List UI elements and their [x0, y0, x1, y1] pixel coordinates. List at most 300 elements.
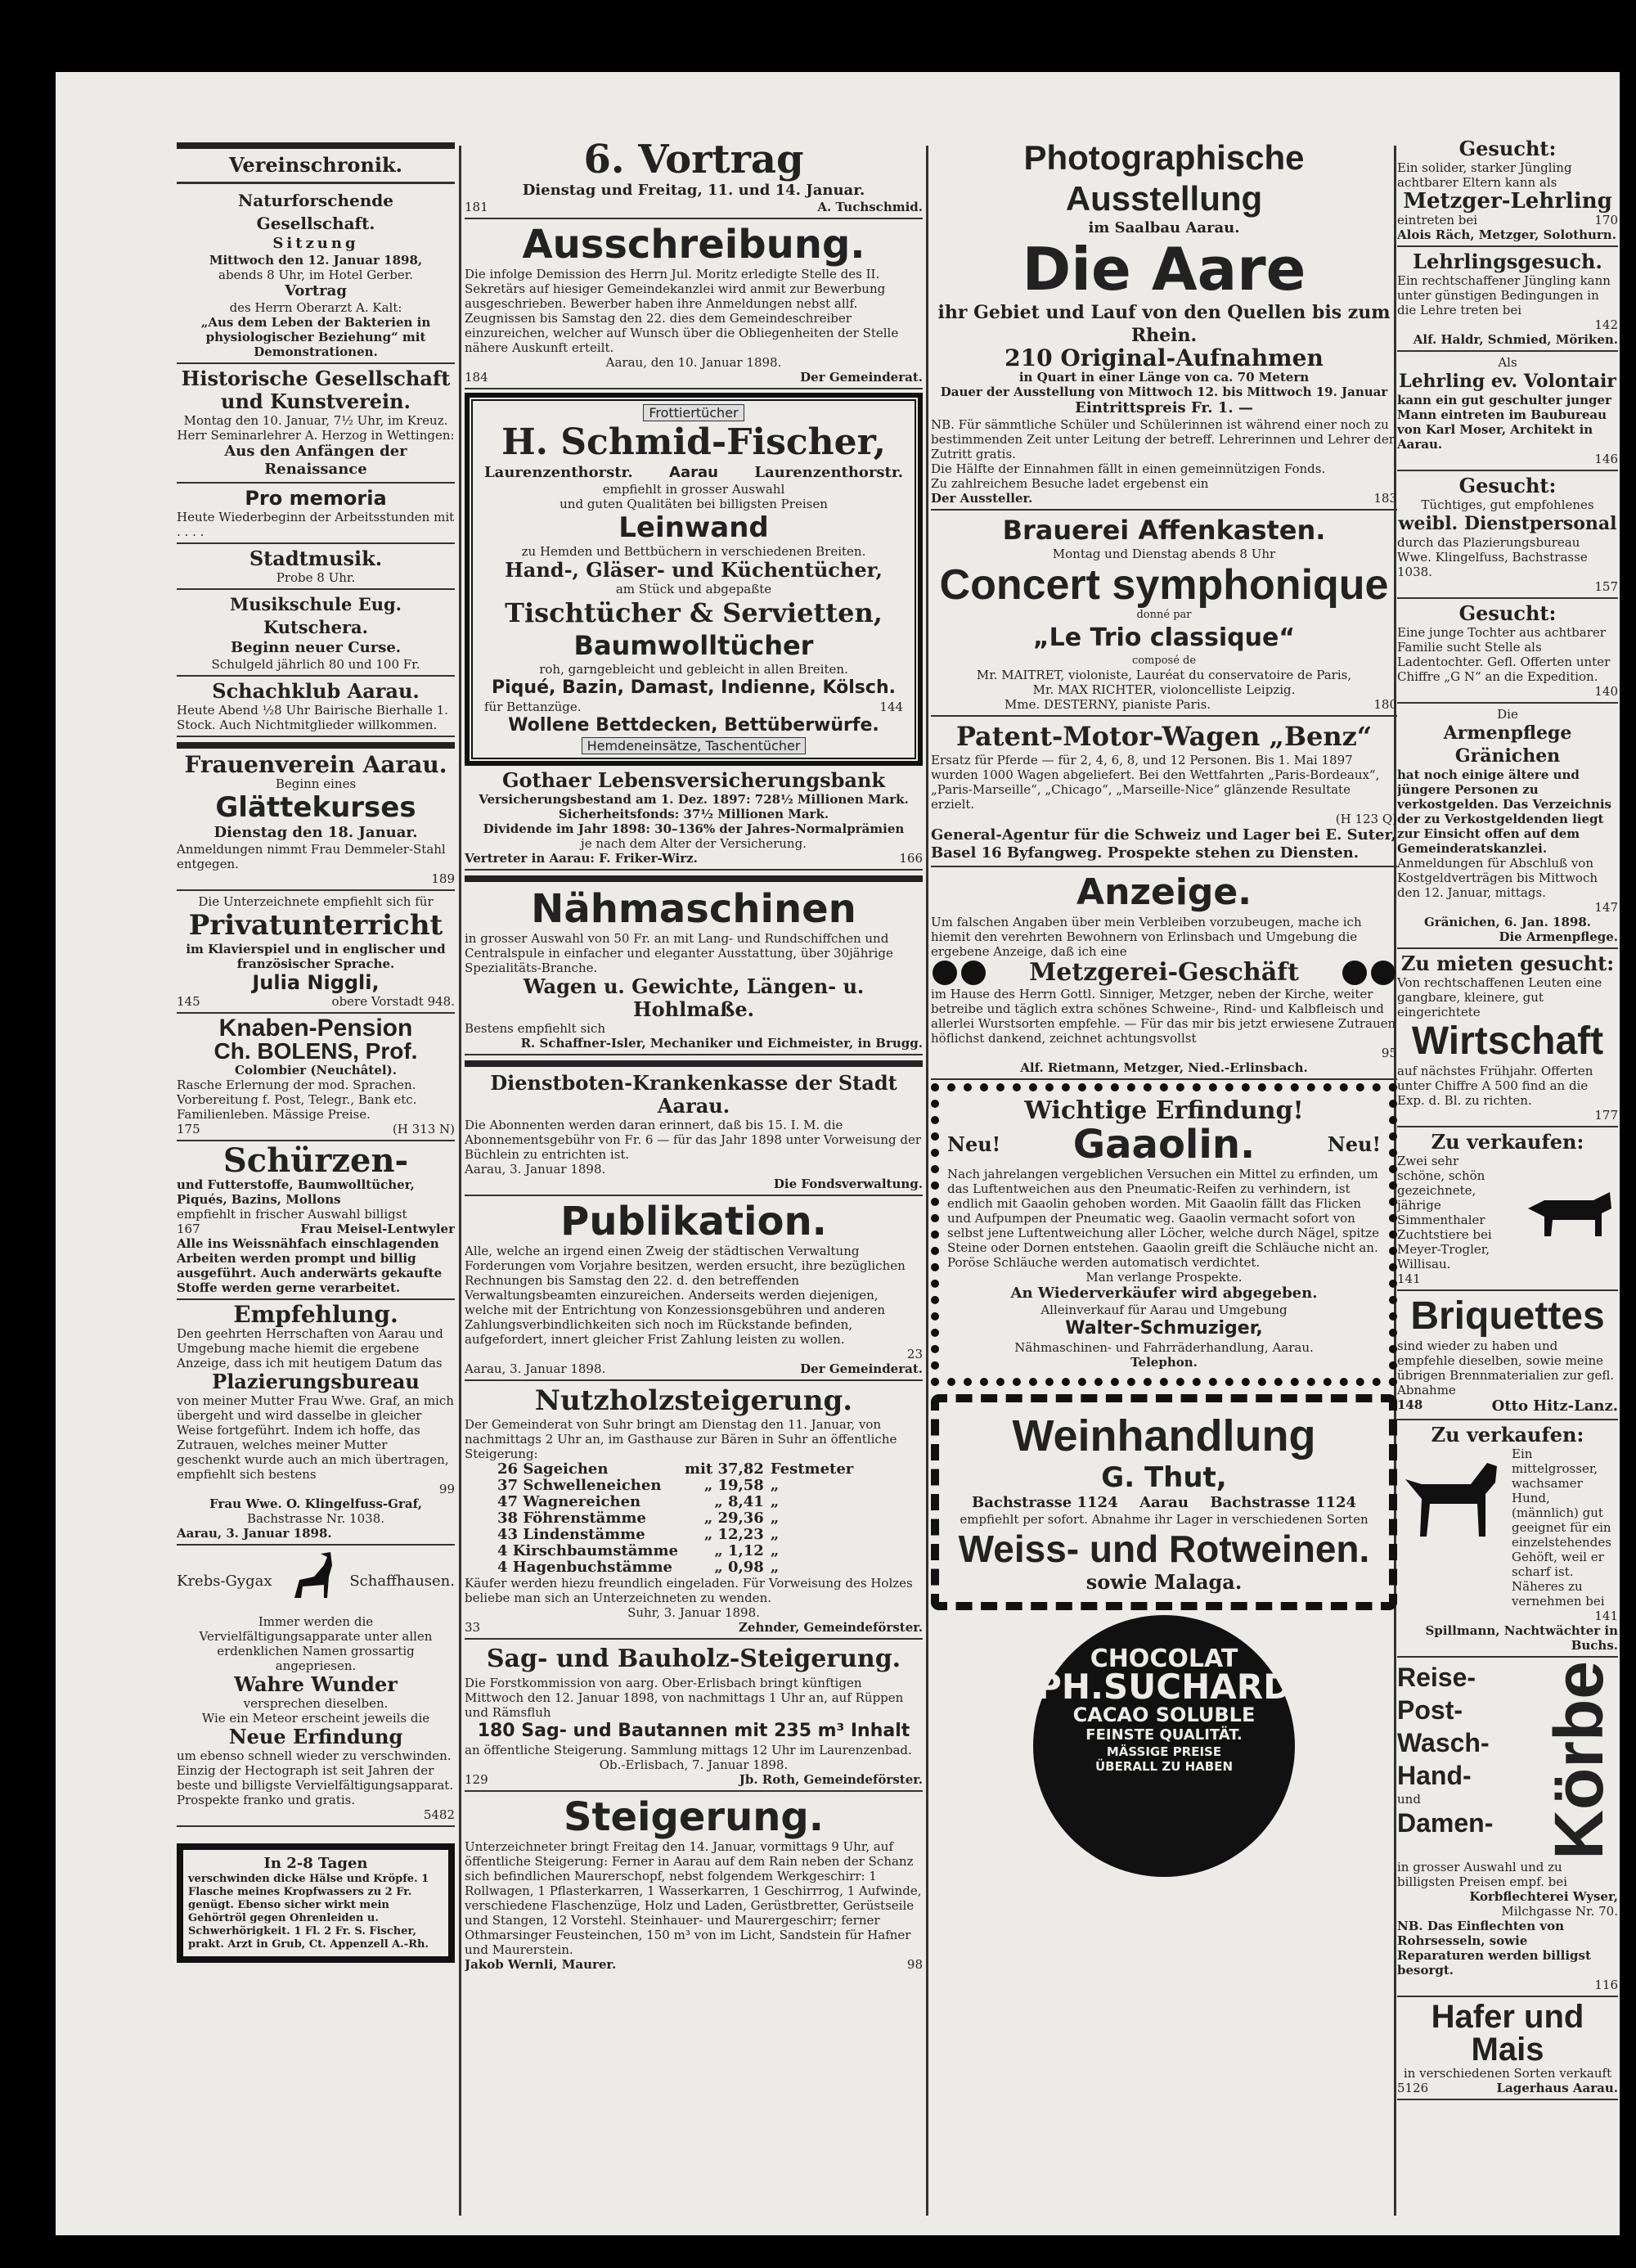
ad-text: NB. Das Einflechten von Rohrsesseln, sowie Reparaturen werden billigst besorgt.	[1397, 1918, 1591, 1978]
ad-date: Aarau, 3. Januar 1898.	[465, 1162, 606, 1177]
bull-icon	[1520, 1184, 1618, 1241]
timber-cell: „	[770, 1493, 780, 1510]
ad-date: Aarau, 3. Januar 1898.	[465, 1361, 606, 1376]
ad-number: 5482	[423, 1807, 455, 1822]
ad-name: Julia Niggli,	[252, 971, 380, 994]
ad-text: Laurenzenthorstr.	[754, 464, 903, 481]
ad-schachklub	[177, 680, 455, 737]
ad-text: FEINSTE QUALITÄT.	[1085, 1726, 1243, 1744]
ad-name: A. Tuchschmid.	[817, 200, 923, 214]
ad-hafer-mais	[1397, 2000, 1618, 2100]
ad-stadtmusik	[177, 547, 455, 590]
ad-title: Historische Gesellschaft und Kunstverein.	[181, 367, 451, 413]
ad-title: Anzeige.	[1076, 871, 1252, 913]
ad-title: Zu verkaufen:	[1431, 1130, 1584, 1154]
ad-sig: Die Armenpflege.	[1499, 929, 1618, 944]
ad-text: Mr. MAX RICHTER, violoncelliste Leipzig.	[1032, 682, 1296, 697]
ad-title: Musikschule Eug. Kutschera.	[230, 594, 402, 637]
ad-title: Frauenverein Aarau.	[184, 751, 447, 778]
dog-icon	[1397, 1447, 1503, 1545]
basket-type: Damen-	[1397, 1808, 1494, 1838]
ad-text: Ein mittelgrosser, wachsamer Hund, (männlich) gut geeignet für ein einzelstehendes Gehöft, weil er scharf ist. Näheres zu vernehmen bei	[1512, 1447, 1611, 1609]
ad-title: Gesucht:	[1458, 601, 1557, 625]
ad-hund	[1397, 1424, 1618, 1658]
ad-title: Ausschreibung.	[522, 222, 865, 268]
section-heading: Vereinschronik.	[229, 153, 402, 177]
ad-tag: Neu!	[1327, 1132, 1381, 1156]
ad-number: 99	[438, 1482, 455, 1496]
ad-sig: Jakob Wernli, Maurer.	[465, 1957, 617, 1972]
ad-number: 141	[1594, 1609, 1618, 1623]
ad-number: 177	[1594, 1108, 1618, 1123]
ad-number: 23	[906, 1347, 923, 1361]
ad-title: Nähmaschinen	[531, 886, 856, 932]
timber-cell: „ 1,12	[714, 1542, 764, 1559]
timber-row	[497, 1510, 860, 1527]
ad-number: 147	[1594, 900, 1618, 915]
timber-cell: „ 19,58	[703, 1477, 764, 1494]
ad-text: Zwei sehr schöne, schön gezeichnete, jährige Simmenthaler Zuchtstiere bei Meyer-Trogler, Willisau.	[1397, 1154, 1492, 1271]
column-4	[1397, 137, 1618, 2216]
rule	[177, 182, 455, 184]
ad-title: Weinhandlung	[1012, 1411, 1316, 1460]
ad-text: eintreten bei	[1397, 213, 1478, 227]
ad-text: Um falschen Angaben über mein Verbleiben vorzubeugen, mache ich hiemit den verehrten Bewohnern von Erlinsbach und Umgebung die ergebene Anzeige, daß ich eine	[931, 915, 1362, 959]
ad-text: Die Hälfte der Einnahmen fällt in einen gemeinnützigen Fonds.	[931, 461, 1326, 476]
ad-sig: Jb. Roth, Gemeindeförster.	[739, 1772, 923, 1787]
ad-text: empfiehlt per sofort. Abnahme ihr Lager in verschiedenen Sorten	[960, 1512, 1369, 1527]
ad-text: Bestens empfiehlt sich	[465, 1021, 606, 1036]
basket-types	[1397, 1661, 1495, 1860]
ad-text: an öffentliche Steigerung. Sammlung mittags 12 Uhr im Laurenzenbad.	[465, 1743, 912, 1757]
basket-type: Reise-	[1397, 1663, 1476, 1692]
ad-text: Nähmaschinen- und Fahrräderhandlung, Aarau.	[1014, 1340, 1314, 1355]
ad-text: Eine junge Tochter aus achtbarer Familie sucht Stelle als Ladentochter. Gefl. Offerten unter Chiffre „G N“ an die Expedition.	[1397, 625, 1611, 684]
ad-metzger-lehrling	[1397, 137, 1618, 247]
timber-cell: „ 0,98	[714, 1559, 764, 1576]
column-2	[465, 137, 923, 2216]
ad-title: Gesucht:	[1458, 137, 1557, 160]
ad-big: Privatunterricht	[188, 909, 443, 942]
timber-table	[497, 1461, 860, 1576]
ad-text: Colombier (Neuchâtel).	[235, 1063, 397, 1078]
timber-cell: „	[770, 1559, 780, 1576]
ad-wirtschaft	[1397, 952, 1618, 1127]
ad-text: Beginn eines	[275, 776, 357, 791]
ad-text: sind wieder zu haben und empfehle dieselben, sowie meine übrigen Brennmaterialien zur gefl. Abnahme	[1397, 1339, 1615, 1397]
ad-text: des Herrn Oberarzt A. Kalt:	[229, 300, 402, 315]
ad-text: Nach jahrelangen vergeblichen Versuchen ein Mittel zu erfinden, um das Luftentweichen aus den Pneumatic-Reifen zu verhindern, ist endlich mit Gaaolin gehoben worden. Mit Gaaolin fällt das Flicken und Aufpumpen der Pneumatic weg. Gaaolin vermacht sofort von selbst jene Luftentweichung aller Löcher, welche durch Nägel, spitze Steine oder Dornen entstehen. Gaaolin greift die Schläuche nicht an. Poröse Schläuche werden automatisch verdichtet.	[947, 1167, 1379, 1270]
rule	[465, 875, 923, 882]
ad-publikation	[465, 1199, 923, 1381]
ad-text: um ebenso schnell wieder zu verschwinden. Einzig der Hectograph ist seit Jahren der beste und billigste Vervielfältigungsapparat. Prospekte franko und gratis.	[177, 1748, 454, 1807]
ad-name: R. Schaffner-Isler, Mechaniker und Eichmeister, in Brugg.	[520, 1036, 923, 1051]
timber-row	[497, 1478, 860, 1494]
ad-text: in grosser Auswahl und zu billigsten Preisen empf. bei	[1397, 1859, 1567, 1889]
timber-cell: „	[770, 1542, 780, 1559]
ad-big: Concert symphonique	[939, 561, 1389, 609]
ad-text: 210 Original-Aufnahmen	[1005, 344, 1324, 371]
ad-text: Wie ein Meteor erscheint jeweils die	[201, 1711, 430, 1726]
ad-head: Wichtige Erfindung!	[1024, 1096, 1304, 1125]
ad-title: Photographische Ausstellung	[1023, 138, 1305, 218]
ad-koerbe	[1397, 1661, 1618, 1997]
ad-text: „Aus dem Leben der Bakterien in physiologischer Beziehung“ mit Demonstrationen.	[200, 315, 431, 359]
ad-text: Aarau	[1139, 1494, 1189, 1511]
column-3	[931, 137, 1397, 2216]
ad-text: Sicherheitsfonds: 37½ Millionen Mark.	[558, 807, 829, 821]
ad-text: Versicherungsbestand am 1. Dez. 1897: 728½ Millionen Mark.	[479, 792, 909, 807]
ad-text: Alle, welche an irgend einen Zweig der städtischen Verwaltung Forderungen vom Vorjahre besitzen, werden ersucht, ihre bezüglichen Rechnungen bis Samstag den 22. d. den betreffenden Verwaltungsbeamten einzureichen. Anderseits werden diejenigen, welche mit der Entrichtung von Konzessionsgebühren und anderen Zahlungsverbindlichkeiten sich noch im Rückstande befinden, aufgefordert, innert gleicher Frist Zahlung leisten zu wollen.	[465, 1244, 906, 1347]
timber-row	[497, 1559, 860, 1576]
ad-sub: Montag und Dienstag abends 8 Uhr	[1052, 547, 1276, 561]
ad-text: in Quart in einer Länge von ca. 70 Metern	[1018, 370, 1310, 385]
column-rule	[926, 146, 928, 2216]
ad-weinhandlung	[931, 1394, 1397, 1610]
ad-number: 170	[1594, 213, 1618, 227]
ad-number: 157	[1594, 579, 1618, 594]
ad-number: 166	[899, 851, 923, 866]
ad-text: Probe 8 Uhr.	[276, 570, 356, 585]
ad-text: Montag den 10. Januar, 7½ Uhr, im Kreuz.	[183, 413, 448, 428]
ad-text: Milchgasse Nr. 70.	[1501, 1903, 1618, 1919]
ad-big: Körbe	[1540, 1661, 1617, 1860]
ad-date: Aarau, den 10. Januar 1898.	[605, 355, 782, 370]
ad-text: composé de	[1131, 655, 1197, 667]
ad-title: Schachklub Aarau.	[212, 679, 420, 703]
ad-text: in verschiedenen Sorten verkauft	[1403, 2065, 1612, 2081]
ad-sub: im Saalbau Aarau.	[1088, 219, 1240, 236]
ad-text: hat noch einige ältere und jüngere Personen zu verkostgelden. Das Verzeichnis der zu Verkostgeldenden liegt zur Einsicht offen auf dem Gemeinderatskanzlei.	[1397, 767, 1611, 856]
basket-type: Post-	[1397, 1695, 1463, 1725]
ad-text: Bachstrasse 1124	[972, 1494, 1118, 1511]
ad-sub: Wagen u. Gewichte, Längen- u. Hohlmaße.	[523, 974, 865, 1021]
timber-cell: „	[770, 1477, 780, 1494]
paper-sheet	[56, 72, 1620, 2235]
ad-text: Ersatz für Pferde — für 2, 4, 6, 8, und 12 Personen. Bis 1. Mai 1897 wurden 1000 Wagen abgeliefert. Bei den Wettfahrten „Paris-Bordeaux“, „Paris-Marseille“, „Chicago“, „Marseille-Nice“ glänzende Resultate erzielt.	[931, 753, 1380, 812]
ad-name: G. Thut,	[1101, 1461, 1227, 1494]
timber-row	[497, 1461, 860, 1478]
timber-cell: 4 Hagenbuchstämme	[497, 1559, 672, 1576]
ad-title: PH.SUCHARD	[1036, 1667, 1292, 1707]
ad-name: Korbflechterei Wyser,	[1469, 1888, 1618, 1904]
ad-number: 180	[1373, 697, 1397, 712]
ad-gaaolin	[931, 1083, 1397, 1386]
ad-text: Tüchtiges, gut empfohlenes	[1421, 497, 1594, 512]
ad-text: Als	[1498, 355, 1517, 370]
ad-number: 189	[431, 871, 455, 886]
ad-text: Dienstag und Freitag, 11. und 14. Januar.	[522, 182, 865, 199]
ad-sub: Hand-, Gläser- und Küchentücher,	[505, 558, 883, 582]
ad-sag-bauholz	[465, 1643, 923, 1792]
ad-text: obere Vorstadt 948.	[331, 994, 455, 1009]
ad-title: Gothaer Lebensversicherungsbank	[501, 768, 886, 792]
ad-name: Ch. BOLENS, Prof.	[213, 1038, 418, 1064]
ad-sig: Der Gemeinderat.	[800, 370, 923, 385]
ad-number: 183	[1373, 491, 1397, 506]
ad-dienstboten	[465, 1072, 923, 1196]
ad-sig: Zehnder, Gemeindeförster.	[738, 1620, 923, 1635]
ad-naehmaschinen	[465, 887, 923, 1055]
timber-row	[497, 1527, 860, 1543]
ad-title: Patent-Motor-Wagen „Benz“	[955, 721, 1373, 752]
ad-benz	[931, 720, 1397, 867]
ad-text: Dividende im Jahr 1898: 30–136% der Jahres-Normalprämien	[483, 821, 905, 836]
ad-text: durch das Plazierungsbureau Wwe. Klingelfuss, Bachstrasse 1038.	[1397, 535, 1588, 579]
ad-sub: Wollene Bettdecken, Bettüberwürfe.	[508, 715, 879, 736]
ad-suchard	[931, 1615, 1397, 1852]
ad-briquettes	[1397, 1294, 1618, 1420]
ad-text: Anmeldungen für Abschluß von Kostgeldverträgen bis Mittwoch den 12. Januar, mittags.	[1397, 856, 1598, 900]
timber-cell: 26 Sageichen	[497, 1460, 609, 1478]
ad-sig: Der Gemeinderat.	[800, 1361, 923, 1376]
ad-number: 184	[465, 370, 488, 385]
ad-big: Glättekurses	[215, 791, 416, 824]
ad-text: Bachstrasse 1124	[1210, 1494, 1356, 1511]
ad-date: Aarau, 3. Januar 1898.	[177, 1526, 332, 1541]
ad-sig: Alf. Rietmann, Metzger, Nied.-Erlinsbach.	[1020, 1060, 1308, 1075]
ad-text: Unterzeichneter bringt Freitag den 14. Januar, vormittags 9 Uhr, auf öffentliche Steigerung: Ferner in Aarau auf dem Rain neben der Schanz sich befindlichen Maurerschopf, nebst folgendem Werkgeschirr: 1 Rollwagen, 1 Pflasterkarren, 1 Wasserkarren, 1 Geschirrrog, 1 Aufwinde, verschiedene Flaschenzüge, Holz und Laden, Gerüstbretter, Gerüstseile und Stangen, 12 Vorstehl. Steinhauer- und Maurergeschirr; ferner Othmarsinger Feusteinchen, 150 m³ von im Licht, Sandstein für Hafner und Maurerstein.	[465, 1839, 922, 1957]
ad-knaben-pension	[177, 1017, 455, 1141]
ad-text: Die	[1497, 707, 1518, 722]
ad-text: Krebs-Gygax	[177, 1573, 272, 1590]
rule	[177, 142, 455, 149]
ad-number: 167	[177, 1222, 200, 1236]
ad-text: Die Forstkommission von aarg. Ober-Erlisbach bringt künftigen Mittwoch den 12. Januar 1898, von nachmittags 1 Uhr an, auf Rüppen und Rämsfluh	[465, 1676, 904, 1720]
ad-title: Hafer und Mais	[1431, 1998, 1584, 2068]
ad-dienstpersonal	[1397, 475, 1618, 599]
ad-title: Empfehlung.	[233, 1301, 398, 1328]
basket-type: Wasch-	[1397, 1728, 1490, 1757]
ad-text: Alle ins Weissnähfach einschlagenden Arbeiten werden prompt und billig ausgeführt. Auch anderwärts gekaufte Stoffe werden gerne verarbeitet.	[177, 1236, 443, 1295]
ad-title: Nutzholzsteigerung.	[534, 1384, 853, 1417]
ad-krebs-gygax	[177, 1549, 455, 1827]
ad-text: Mittwoch den 12. Januar 1898,	[209, 253, 423, 268]
ad-text: zu Hemden und Bettbüchern in verschiedenen Breiten.	[521, 544, 866, 559]
timber-cell: 47 Wagnereichen	[497, 1493, 641, 1510]
ad-text: Dauer der Ausstellung von Mittwoch 12. bis Mittwoch 19. Januar	[940, 385, 1388, 399]
ad-title: Briquettes	[1410, 1294, 1605, 1338]
ad-name: Spillmann, Nachtwächter in Buchs.	[1425, 1623, 1618, 1653]
ad-nutzholz	[465, 1384, 923, 1640]
ad-text: Zu zahlreichem Besuche ladet ergebenst ein	[931, 476, 1209, 491]
ad-text: Alleinverkauf für Aarau und Umgebung	[1040, 1303, 1288, 1317]
ad-name: Otto Hitz-Lanz.	[1491, 1397, 1618, 1415]
ad-schmid-fischer	[465, 393, 923, 766]
ad-schuerzen	[177, 1141, 455, 1300]
ad-number: 148	[1397, 1397, 1423, 1412]
suchard-seal	[1033, 1615, 1295, 1877]
ad-date: Ob.-Erlisbach, 7. Januar 1898.	[599, 1757, 789, 1772]
ad-number: 181	[465, 200, 488, 214]
ad-text: Die Unterzeichnete empfiehlt sich für	[198, 894, 434, 909]
ad-name: Alois Räch, Metzger, Solothurn.	[1397, 227, 1616, 242]
ad-name: Walter-Schmuziger,	[1065, 1318, 1263, 1339]
ad-text: Eintrittspreis Fr. 1. —	[1075, 399, 1253, 416]
ad-text: ihr Gebiet und Lauf von den Quellen bis zum Rhein.	[937, 302, 1391, 346]
ad-number: 98	[906, 1957, 923, 1972]
ad-title: Pro memoria	[245, 487, 387, 510]
ad-ladentochter	[1397, 602, 1618, 704]
ad-big: Die Aare	[1022, 235, 1306, 304]
ad-title: Zu mieten gesucht:	[1400, 952, 1615, 975]
ad-text: Laurenzenthorstr.	[484, 464, 633, 481]
livestock-icon	[931, 959, 1005, 987]
ad-text: Bachstrasse Nr. 1038.	[246, 1511, 385, 1526]
ad-text: Von rechtschaffenen Leuten eine gangbare, kleinere, gut eingerichtete	[1397, 975, 1602, 1019]
ad-title: Knaben-Pension	[218, 1015, 413, 1042]
timber-cell: „ 29,36	[703, 1510, 764, 1527]
ad-big: 180 Sag- und Bautannen mit 235 m³ Inhalt	[477, 1721, 910, 1741]
ad-big: Weiss- und Rotweinen.	[958, 1528, 1370, 1570]
timber-cell: „ 8,41	[714, 1493, 764, 1510]
ad-text: für Bettanzüge.	[484, 700, 582, 714]
ad-sub: Vortrag	[285, 282, 347, 299]
ad-number: 145	[177, 994, 200, 1009]
ad-number: 33	[465, 1620, 481, 1635]
ad-photo-ausstellung	[931, 137, 1397, 511]
ad-text: Aus den Anfängen der Renaissance	[224, 443, 407, 478]
timber-cell: „	[770, 1526, 780, 1543]
ad-text: Ein rechtschaffener Jüngling kann unter günstigen Bedingungen in die Lehre treten bei	[1397, 273, 1611, 317]
ad-title: Naturforschende Gesellschaft.	[238, 191, 393, 233]
column-1	[177, 137, 455, 2216]
ad-title: Gesucht:	[1458, 474, 1557, 497]
ad-big: Schürzen-	[222, 1141, 409, 1180]
timber-row	[497, 1543, 860, 1559]
ad-number: 129	[465, 1772, 488, 1787]
ad-text: empfiehlt in frischer Auswahl billigst	[177, 1207, 407, 1222]
ad-title: H. Schmid-Fischer,	[501, 421, 886, 463]
ad-text: Dienstag den 18. Januar.	[213, 824, 418, 841]
ad-text: roh, garngebleicht und gebleicht in allen Breiten.	[539, 662, 848, 677]
timber-cell: 38 Föhrenstämme	[497, 1510, 646, 1527]
ad-title: In 2-8 Tagen	[263, 1855, 368, 1872]
ad-tag: Hemdeneinsätze, Taschentücher	[582, 737, 807, 754]
ad-text: NB. Für sämmtliche Schüler und Schülerinnen ist während einer noch zu bestimmenden Zeit unter Leitung der betreff. Lehrerinnen und Lehrer der Zutritt gratis.	[931, 417, 1395, 461]
ad-steigerung	[465, 1795, 923, 1975]
ad-ausschreibung	[465, 223, 923, 389]
ad-text: Man verlange Prospekte.	[1085, 1270, 1243, 1285]
ad-big: Baumwolltücher	[573, 630, 814, 661]
timber-cell: 43 Lindenstämme	[497, 1526, 645, 1543]
ad-text: CACAO SOLUBLE	[1072, 1703, 1256, 1726]
ad-number: 140	[1594, 684, 1618, 699]
ad-pro-memoria	[177, 487, 455, 544]
ad-text: General-Agentur für die Schweiz und Lager bei E. Suter, Basel 16 Byfangweg. Prospekte stehen zu Diensten.	[931, 826, 1396, 862]
ad-text: Der Gemeinderat von Suhr bringt am Dienstag den 11. Januar, von nachmittags 2 Uhr an, im Gasthause zur Bären in Suhr an öffentliche Steigerung:	[465, 1417, 897, 1461]
ad-text: empfiehlt in grosser Auswahl	[602, 482, 785, 497]
ad-big: Metzgerei-Geschäft	[1029, 958, 1299, 987]
ad-text: und Futterstoffe, Baumwolltücher, Piqués, Bazins, Mollons	[177, 1177, 415, 1207]
ad-sub: Sitzung	[272, 235, 359, 252]
ad-date: Suhr, 3. Januar 1898.	[627, 1605, 760, 1620]
basket-type: und	[1397, 1792, 1421, 1807]
ad-title: Lehrlingsgesuch.	[1413, 250, 1602, 273]
ad-sub: sowie Malaga.	[1085, 1570, 1243, 1594]
ad-name: Alf. Haldr, Schmied, Möriken.	[1413, 332, 1618, 347]
basket-type: Hand-	[1397, 1761, 1472, 1790]
ad-text: Heute Abend ½8 Uhr Bairische Bierhalle 1. Stock. Auch Nichtmitglieder willkommen.	[177, 703, 448, 732]
ad-text: CHOCOLAT	[1090, 1645, 1238, 1673]
ad-name: Vertreter in Aarau: F. Friker-Wirz.	[465, 851, 698, 866]
ad-code: (H 123 Q)	[1335, 812, 1397, 826]
ad-text: Die Abonnenten werden daran erinnert, daß bis 15. I. M. die Abonnementsgebühr von Fr. 6 — für das Jahr 1898 unter Vorweisung der Büchlein zu entrichten ist.	[465, 1118, 922, 1162]
ad-title: Dienstboten-Krankenkasse der Stadt Aarau.	[490, 1071, 897, 1118]
ad-kropf	[177, 1843, 455, 1963]
ibex-icon	[278, 1549, 344, 1614]
ad-big: Tischtücher & Servietten,	[505, 597, 883, 628]
ad-name: Lagerhaus Aarau.	[1496, 2080, 1618, 2095]
ad-sig: Der Aussteller.	[931, 491, 1033, 506]
ad-big: Wirtschaft	[1411, 1019, 1604, 1063]
ad-title: Brauerei Affenkasten.	[1002, 515, 1326, 546]
ad-text: Die infolge Demission des Herrn Jul. Moritz erledigte Stelle des II. Sekretärs auf hiesiger Gemeindekanzlei wird anmit zur Bewerbung ausgeschrieben. Bewerber haben ihre Anmeldungen nebst allf. Zeugnissen bis Samstag den 22. dies dem Gemeindeschreiber einzureichen, welcher auf Wunsch über die Obliegenheiten der Stelle nähere Auskunft erteilt.	[465, 267, 899, 355]
ad-text: Anmeldungen nimmt Frau Demmeler-Stahl entgegen.	[177, 842, 446, 871]
ad-text: ÜBERALL ZU HABEN	[1094, 1759, 1234, 1774]
ad-naturforschende	[177, 189, 455, 364]
ad-text: und guten Qualitäten bei billigsten Preisen	[560, 497, 828, 511]
ad-number: 144	[879, 700, 903, 714]
ad-text: versprechen dieselben.	[243, 1696, 389, 1711]
column-rule	[459, 146, 461, 2216]
ad-sig: Die Fondsverwaltung.	[773, 1177, 923, 1191]
timber-cell: Festmeter	[770, 1460, 854, 1478]
ad-volontair	[1397, 355, 1618, 471]
timber-row	[497, 1494, 860, 1510]
ad-text: verschwinden dicke Hälse und Kröpfe. 1 Flasche meines Kropfwassers zu 2 Fr. genügt. Ebenso sicher wirkt mein Gehörtröl gegen Ohrenleiden u. Schwerhörigkeit. 1 Fl. 2 Fr. S. Fischer, prakt. Arzt in Grub, Ct. Appenzell A.-Rh.	[188, 1873, 429, 1951]
ad-text: Telephon.	[1130, 1355, 1198, 1370]
ad-number: 175	[177, 1122, 200, 1136]
ad-text: von meiner Mutter Frau Wwe. Graf, an mich übergeht und wird dasselbe in gleicher Weise fortgeführt. Indem ich hoffe, das Zutrauen, welches meiner Mutter geschenkt wurde auch an mich übertragen, empfiehlt sich bestens	[177, 1393, 454, 1482]
ad-big: Metzger-Lehrling	[1403, 189, 1612, 214]
ad-zuchtstiere	[1397, 1131, 1618, 1291]
ad-number: 5126	[1397, 2080, 1429, 2095]
ad-big: Leinwand	[618, 511, 769, 544]
ad-number: 141	[1397, 1271, 1421, 1286]
ad-text: je nach dem Alter der Versicherung.	[581, 836, 807, 851]
ad-text: An Wiederverkäufer wird abgegeben.	[1010, 1285, 1318, 1302]
ad-title: Steigerung.	[563, 1794, 825, 1840]
ad-tag: Neu!	[947, 1132, 1001, 1156]
ad-text: Den geehrten Herrschaften von Aarau und Umgebung mache hiemit die ergebene Anzeige, dass ich mit heutigem Datum das	[177, 1326, 443, 1370]
ad-text: kann ein gut geschulter junger Mann eintreten im Baubureau von Karl Moser, Architekt in Aarau.	[1397, 393, 1611, 452]
ad-sub: Neue Erfindung	[228, 1725, 403, 1748]
timber-cell: 37 Schwelleneichen	[497, 1477, 662, 1494]
timber-cell: „ 12,23	[703, 1526, 764, 1543]
ad-sub: Piqué, Bazin, Damast, Indienne, Kölsch.	[492, 677, 896, 698]
ad-text: Ein solider, starker Jüngling achtbarer Eltern kann als	[1397, 160, 1572, 190]
ad-title: Lehrling ev. Volontair	[1399, 371, 1616, 392]
ad-name: Frau Meisel-Lentwyler	[300, 1222, 455, 1236]
ad-text: Mr. MAITRET, violoniste, Lauréat du conservatoire de Paris,	[976, 668, 1352, 682]
ad-text: auf nächstes Frühjahr. Offerten unter Chiffre A 500 find an die Exp. d. Bl. zu richten.	[1397, 1064, 1593, 1108]
ad-title: Gaaolin.	[1072, 1122, 1256, 1168]
ad-number: 116	[1594, 1977, 1618, 1992]
ad-sub: Wahre Wunder	[234, 1672, 398, 1696]
ad-big: Plazierungsbureau	[212, 1370, 420, 1393]
cleaver-icon	[1324, 959, 1397, 987]
ad-text: im Hause des Herrn Gottl. Sinniger, Metzger, neben der Kirche, weiter betreibe und täglich extra schönes Schweine-, Rind- und Kalbfleisch und allerlei Wurstsorten empfehle. — Für das mir bis jetzt erwiesene Zutrauen höflichst dankend, zeichnet achtungsvollst	[931, 987, 1396, 1046]
ad-anzeige	[931, 871, 1397, 1080]
ad-text: abends 8 Uhr, im Hotel Gerber.	[218, 268, 413, 282]
ad-number: 95	[1381, 1046, 1397, 1060]
ad-frauenverein	[177, 751, 455, 891]
ad-title: 6. Vortrag	[583, 137, 804, 182]
ad-musikschule	[177, 593, 455, 677]
ad-text: am Stück und abgepaßte	[615, 582, 772, 596]
ad-text: Heute Wiederbeginn der Arbeitsstunden mit . . . .	[177, 510, 455, 539]
